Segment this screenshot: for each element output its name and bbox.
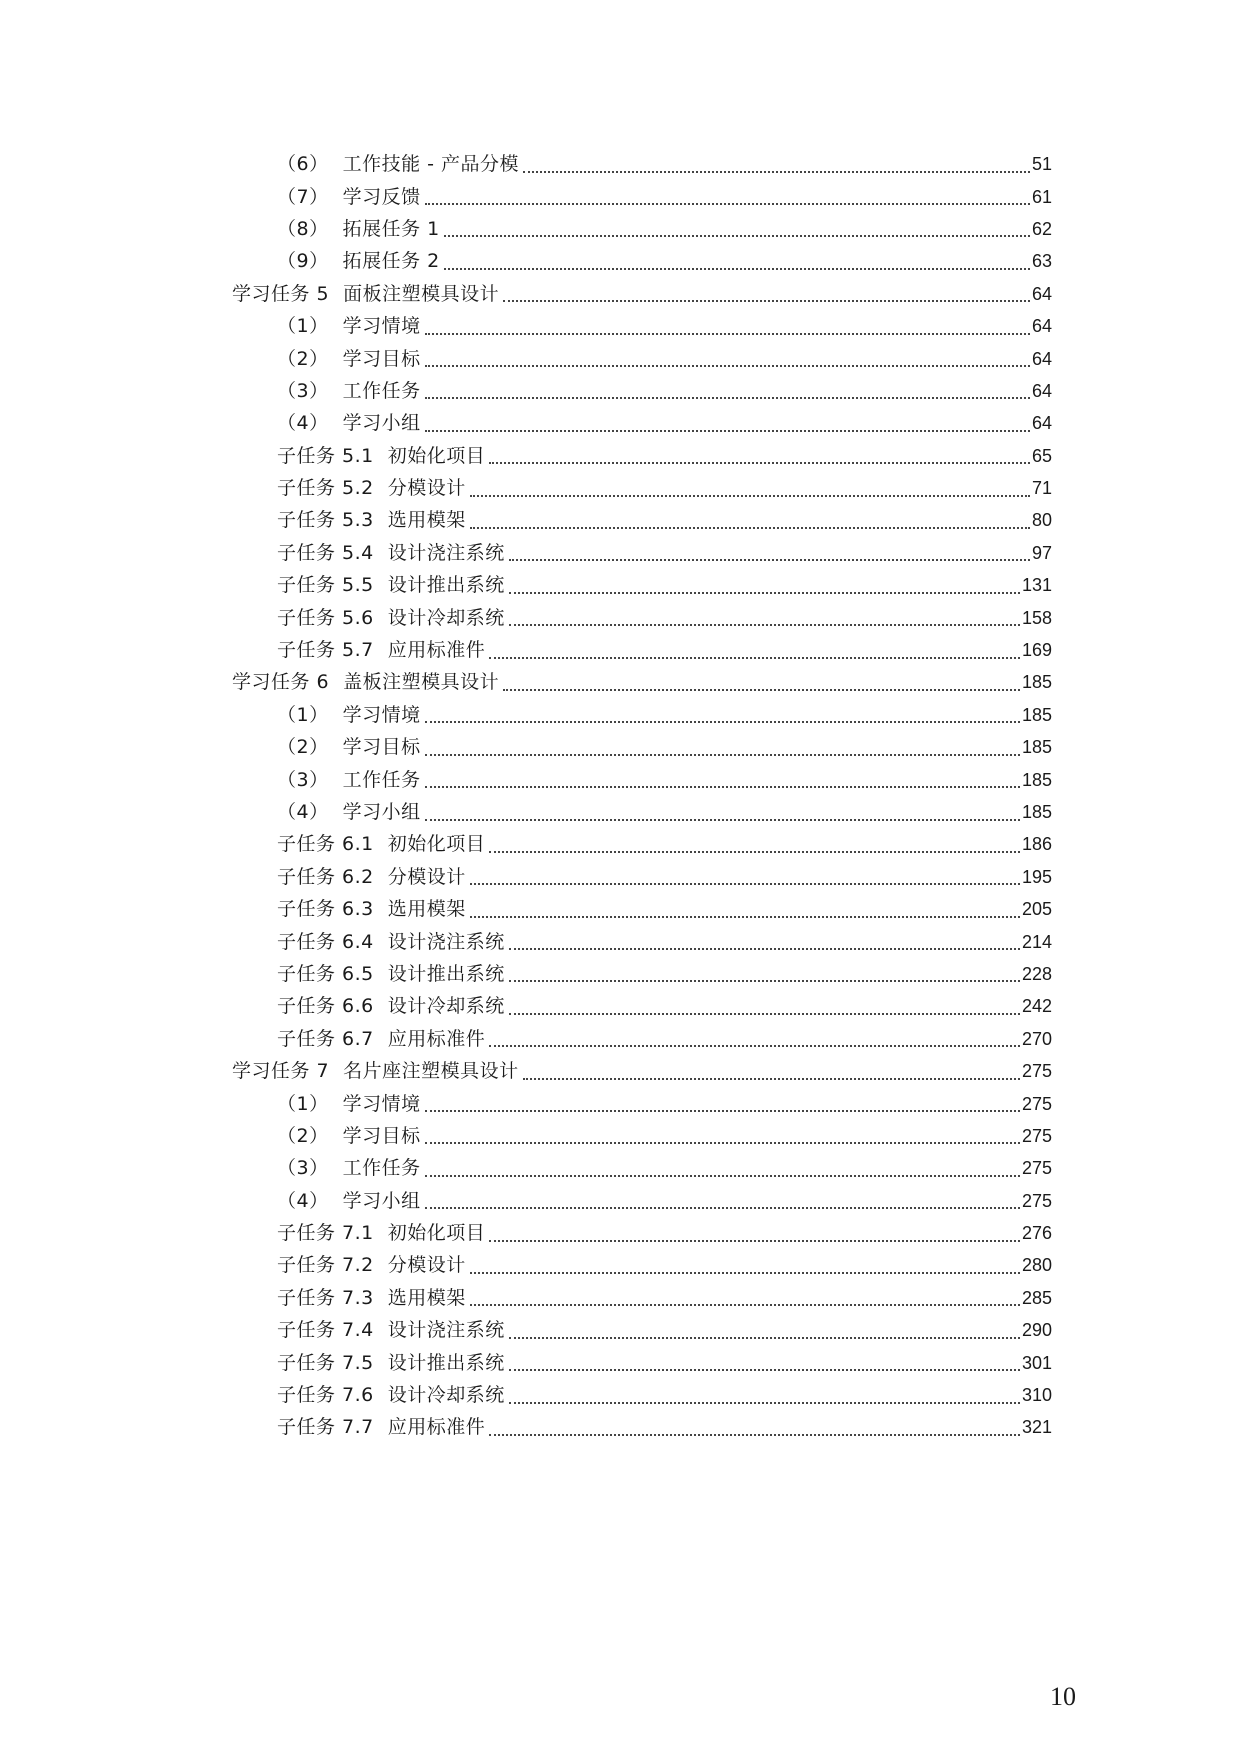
toc-entry[interactable] [0,1087,1240,1119]
toc-entry[interactable] [0,537,1240,569]
toc-entry[interactable] [0,278,1240,310]
toc-entry-label [277,245,440,277]
toc-entry-page: 195 [1021,866,1052,887]
toc-dot-leader [509,1336,1020,1339]
toc-entry-number: （3） [277,768,329,791]
toc-entry-title: 学习小组 [342,801,421,823]
toc-entry-title: 应用标准件 [387,1027,486,1050]
toc-entry-title: 盖板注塑模具设计 [343,671,500,694]
toc-entry-title: 拓展任务 1 [342,217,440,240]
toc-entry-page: 185 [1021,704,1052,725]
toc-entry-page: 185 [1021,769,1052,790]
toc-dot-leader [523,1077,1020,1080]
toc-entry-page: 280 [1021,1255,1052,1276]
toc-entry-number: 子任务 7.2 [277,1254,374,1277]
toc-entry-page: 97 [1031,542,1052,563]
toc-entry-number: （3） [277,1157,329,1180]
toc-entry-label [277,796,421,828]
toc-entry-page: 275 [1021,1158,1052,1179]
toc-entry-label [277,731,421,763]
toc-entry-number: 子任务 7.1 [277,1222,374,1245]
toc-entry[interactable] [0,1282,1240,1314]
toc-entry-number: （1） [277,315,329,338]
toc-entry-label [277,407,421,439]
toc-entry-label [232,278,499,310]
toc-entry[interactable] [0,1346,1240,1378]
toc-dot-leader [489,1239,1020,1242]
toc-entry-page: 64 [1031,413,1052,434]
toc-entry-page: 185 [1021,672,1052,693]
toc-dot-leader [425,202,1030,205]
toc-entry[interactable] [0,180,1240,212]
toc-entry-label [277,1347,505,1379]
toc-dot-leader [425,1141,1020,1144]
toc-entry-title: 选用模架 [387,898,466,921]
toc-entry-title: 学习目标 [342,347,421,370]
toc-entry-label [277,893,466,925]
toc-entry-number: （6） [277,153,329,176]
toc-entry-label [277,504,466,536]
toc-entry-page: 290 [1021,1320,1052,1341]
toc-dot-leader [509,1012,1020,1015]
toc-entry-number: 子任务 7.3 [277,1286,374,1309]
toc-entry[interactable] [0,1185,1240,1217]
toc-dot-leader [425,1109,1020,1112]
toc-entry-page: 64 [1031,348,1052,369]
toc-entry-label [277,310,421,342]
toc-entry-page: 275 [1021,1061,1052,1082]
toc-entry-page: 158 [1021,607,1052,628]
toc-entry-title: 学习小组 [342,412,421,435]
toc-entry-page: 131 [1021,575,1052,596]
toc-entry-label [277,148,519,180]
toc-entry[interactable] [0,731,1240,763]
toc-entry[interactable] [0,1411,1240,1443]
toc-entry[interactable] [0,1314,1240,1346]
page-number: 10 [1050,1682,1076,1711]
toc-entry-title: 设计冷却系统 [387,606,505,629]
toc-entry[interactable] [0,925,1240,957]
toc-dot-leader [503,299,1030,302]
toc-entry[interactable] [0,1249,1240,1281]
toc-entry-title: 设计推出系统 [387,574,505,597]
toc-entry[interactable] [0,310,1240,342]
toc-entry-title: 工作技能 - 产品分模 [342,153,520,176]
toc-entry[interactable] [0,569,1240,601]
toc-entry-page: 214 [1021,931,1052,952]
toc-dot-leader [489,461,1030,464]
toc-entry-label [277,828,485,860]
toc-entry-number: 子任务 5.3 [277,509,374,532]
toc-entry[interactable] [0,375,1240,407]
toc-entry-title: 分模设计 [387,477,466,500]
toc-entry-title: 学习小组 [342,1189,421,1212]
toc-dot-leader [425,1174,1020,1177]
toc-entry-label [277,1185,421,1217]
toc-entry-page: 310 [1021,1385,1052,1406]
toc-entry[interactable] [0,1023,1240,1055]
toc-entry-label [277,1282,466,1314]
toc-entry-label [277,1152,421,1184]
toc-entry-number: 子任务 7.4 [277,1319,374,1342]
toc-entry-page: 275 [1021,1125,1052,1146]
toc-entry-label [277,1023,485,1055]
toc-entry-page: 242 [1021,996,1052,1017]
toc-dot-leader [470,494,1030,497]
toc-entry-label [277,764,421,796]
toc-dot-leader [425,720,1020,723]
toc-entry-title: 分模设计 [387,1254,466,1277]
toc-entry-title: 学习情境 [342,315,421,338]
toc-entry-number: （1） [277,703,329,726]
toc-entry-title: 拓展任务 2 [342,250,440,273]
toc-entry-number: （2） [277,1124,329,1147]
toc-dot-leader [470,915,1020,918]
toc-dot-leader [470,1271,1020,1274]
toc-entry-number: 子任务 7.5 [277,1351,374,1374]
toc-entry[interactable] [0,440,1240,472]
toc-entry-number: 子任务 5.4 [277,541,374,564]
toc-entry-number: （4） [277,1189,329,1212]
toc-entry-number: 子任务 6.2 [277,865,374,888]
toc-entry-label [277,440,485,472]
toc-entry-label [277,602,505,634]
toc-entry-number: （7） [277,185,329,208]
toc-entry[interactable] [0,796,1240,828]
toc-entry-title: 初始化项目 [387,1222,486,1245]
toc-entry[interactable] [0,666,1240,698]
toc-entry-number: 学习任务 7 [232,1060,330,1083]
toc-entry-title: 设计推出系统 [387,962,505,985]
toc-entry-title: 学习目标 [342,736,421,759]
toc-entry-title: 设计浇注系统 [387,1319,505,1342]
toc-entry-label [277,1314,505,1346]
toc-dot-leader [425,785,1020,788]
toc-entry[interactable] [0,1379,1240,1411]
toc-entry-title: 设计推出系统 [387,1351,505,1374]
toc-entry-number: 子任务 6.5 [277,962,374,985]
toc-dot-leader [470,526,1030,529]
toc-entry[interactable] [0,407,1240,439]
toc-entry-label [277,537,505,569]
toc-dot-leader [523,170,1030,173]
toc-entry-page: 185 [1021,802,1052,822]
toc-entry-page: 275 [1021,1190,1052,1211]
toc-entry-number: 子任务 6.6 [277,995,374,1018]
toc-dot-leader [425,332,1030,335]
toc-entry-number: （2） [277,736,329,759]
toc-dot-leader [509,1401,1020,1404]
toc-entry-number: （4） [277,801,329,823]
toc-entry[interactable] [0,342,1240,374]
toc-entry-label [277,990,505,1022]
toc-entry-title: 学习情境 [342,1092,421,1115]
toc-entry-label [277,699,421,731]
toc-entry-number: （8） [277,217,329,240]
toc-entry-title: 工作任务 [342,379,421,402]
toc-entry-title: 初始化项目 [387,833,486,856]
toc-entry-label [277,861,466,893]
toc-entry-page: 270 [1021,1028,1052,1049]
toc-entry-label [277,181,421,213]
toc-dot-leader [509,979,1020,982]
toc-entry-title: 学习目标 [342,1124,421,1147]
toc-entry-label [277,213,440,245]
toc-entry-label [277,1088,421,1120]
toc-entry[interactable] [0,1055,1240,1087]
toc-entry-label [277,1249,466,1281]
toc-entry-number: （9） [277,250,329,273]
toc-entry[interactable] [0,893,1240,925]
toc-entry-title: 名片座注塑模具设计 [343,1060,519,1083]
toc-entry-label [277,569,505,601]
toc-dot-leader [470,882,1020,885]
toc-dot-leader [425,818,1020,821]
toc-entry-label [232,1055,519,1087]
toc-entry[interactable] [0,148,1240,180]
toc-entry[interactable] [0,504,1240,536]
toc-dot-leader [489,1044,1020,1047]
toc-dot-leader [444,267,1030,270]
toc-entry-number: 子任务 5.6 [277,606,374,629]
toc-entry-label [232,666,499,698]
toc-entry-label [277,926,505,958]
toc-entry-title: 设计冷却系统 [387,995,505,1018]
toc-entry-label [277,1217,485,1249]
toc-entry-title: 工作任务 [342,768,421,791]
toc-entry-page: 62 [1031,218,1052,239]
toc-entry-number: 子任务 5.5 [277,574,374,597]
toc-entry-number: （2） [277,347,329,370]
toc-dot-leader [444,234,1030,237]
toc-entry[interactable] [0,861,1240,893]
toc-entry[interactable] [0,634,1240,666]
toc-entry-page: 205 [1021,899,1052,920]
toc-entry-title: 分模设计 [387,865,466,888]
toc-entry-number: （1） [277,1092,329,1115]
toc-entry[interactable] [0,601,1240,633]
toc-entry-label [277,472,466,504]
toc-entry-page: 51 [1031,154,1052,175]
toc-dot-leader [489,850,1020,853]
toc-entry-number: 子任务 5.7 [277,639,374,662]
toc-dot-leader [425,1206,1020,1209]
toc-entry-number: 子任务 6.1 [277,833,374,856]
toc-entry-title: 设计浇注系统 [387,541,505,564]
toc-entry-page: 64 [1031,380,1052,401]
toc-entry[interactable] [0,828,1240,860]
toc-dot-leader [509,947,1020,950]
toc-entry-number: 子任务 5.1 [277,444,374,467]
toc-dot-leader [425,753,1020,756]
toc-entry-label [277,958,505,990]
toc-dot-leader [470,1303,1020,1306]
toc-entry-page: 80 [1031,510,1052,531]
toc-dot-leader [489,656,1020,659]
toc-dot-leader [503,688,1020,691]
toc-entry-label [277,634,485,666]
toc-entry-page: 228 [1021,963,1052,984]
toc-dot-leader [425,429,1030,432]
toc-dot-leader [509,558,1030,561]
toc-entry-page: 285 [1021,1287,1052,1308]
toc-entry-title: 学习反馈 [342,185,421,208]
toc-entry-page: 276 [1021,1223,1052,1244]
toc-entry-title: 工作任务 [342,1157,421,1180]
toc-entry-title: 设计浇注系统 [387,930,505,953]
toc-entry[interactable] [0,1217,1240,1249]
toc-entry-page: 275 [1021,1093,1052,1114]
toc-entry-number: （3） [277,379,329,402]
toc-entry[interactable] [0,1120,1240,1152]
toc-entry-page: 321 [1021,1417,1052,1438]
toc-entry-label [277,375,421,407]
toc-entry-label [277,1120,421,1152]
toc-entry-number: 学习任务 5 [232,282,330,305]
toc-entry-page: 61 [1031,186,1052,207]
toc-dot-leader [425,396,1030,399]
toc-entry-title: 初始化项目 [387,444,486,467]
toc-entry-number: 子任务 5.2 [277,477,374,500]
toc-entry-number: 子任务 7.6 [277,1384,374,1407]
toc-entry[interactable] [0,245,1240,277]
toc-entry[interactable] [0,213,1240,245]
toc-dot-leader [509,591,1020,594]
toc-entry-title: 学习情境 [342,703,421,726]
toc-entry-title: 选用模架 [387,1286,466,1309]
toc-entry-page: 64 [1031,316,1052,337]
toc-entry[interactable] [0,1152,1240,1184]
toc-entry-label [277,1379,505,1411]
toc-entry[interactable] [0,472,1240,504]
toc-entry[interactable] [0,763,1240,795]
toc-entry-title: 选用模架 [387,509,466,532]
toc-entry-number: 子任务 6.3 [277,898,374,921]
toc-dot-leader [509,623,1020,626]
toc-entry-number: 子任务 6.4 [277,930,374,953]
toc-entry-page: 301 [1021,1352,1052,1373]
table-of-contents [0,148,1240,1444]
toc-entry[interactable] [0,699,1240,731]
toc-entry-title: 应用标准件 [387,1416,486,1439]
toc-entry-page: 63 [1031,251,1052,272]
toc-entry-number: 子任务 7.7 [277,1416,374,1439]
toc-entry-label [277,343,421,375]
toc-entry-title: 面板注塑模具设计 [343,282,500,305]
toc-entry-page: 71 [1031,478,1052,499]
toc-entry-number: 学习任务 6 [232,671,330,694]
toc-dot-leader [509,1368,1020,1371]
toc-entry-number: （4） [277,412,329,435]
toc-entry-page: 65 [1031,445,1052,466]
toc-entry[interactable] [0,958,1240,990]
toc-entry-title: 设计冷却系统 [387,1384,505,1407]
toc-dot-leader [489,1433,1020,1436]
toc-entry-page: 169 [1021,640,1052,661]
toc-entry-page: 186 [1021,834,1052,855]
toc-entry[interactable] [0,990,1240,1022]
toc-dot-leader [425,364,1030,367]
toc-entry-page: 64 [1031,283,1052,304]
toc-entry-title: 应用标准件 [387,639,486,662]
toc-entry-number: 子任务 6.7 [277,1027,374,1050]
toc-entry-page: 185 [1021,737,1052,758]
toc-entry-label [277,1411,485,1443]
